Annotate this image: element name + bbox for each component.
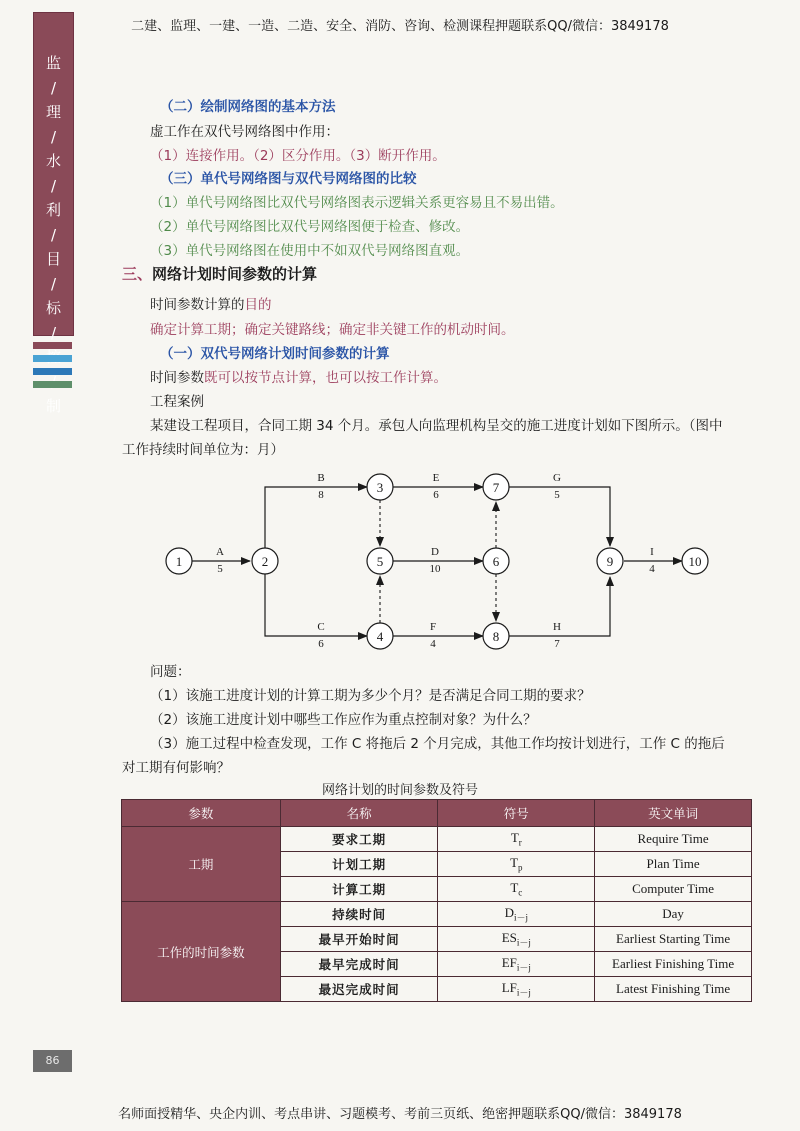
params-table bbox=[121, 799, 752, 1002]
dummy-role-items: （1）连接作用。（2）区分作用。（3）断开作用。 bbox=[150, 148, 446, 164]
case-label: 工程案例 bbox=[150, 394, 204, 410]
purpose-word: 目的 bbox=[244, 297, 272, 313]
node-label-8: 8 bbox=[492, 629, 500, 644]
symbol-sub: i－j bbox=[516, 937, 531, 948]
node-label-2: 2 bbox=[261, 554, 269, 569]
activity-I-duration: 4 bbox=[649, 563, 655, 575]
page-footer: 名师面授精华、央企内训、考点串讲、习题模考、考前三页纸、绝密押题联系QQ/微信：3849178 bbox=[118, 1107, 682, 1122]
activity-G-name: G bbox=[553, 472, 561, 484]
param-text: 既可以按节点计算，也可以按工作计算。 bbox=[204, 370, 447, 386]
compare-item-1: （1）单代号网络图比双代号网络图表示逻辑关系更容易且不易出错。 bbox=[150, 195, 564, 211]
row-symbol bbox=[438, 827, 595, 852]
row-symbol bbox=[438, 902, 595, 927]
dummy-role-text: 虚工作在双代号网络图中作用： bbox=[150, 124, 339, 140]
activity-I-name: I bbox=[650, 546, 654, 558]
row-name: 持续时间 bbox=[280, 902, 438, 927]
question-1: （1）该施工进度计划的计算工期为多少个月？是否满足合同工期的要求？ bbox=[150, 688, 591, 704]
section-3-number: 三、 bbox=[122, 265, 153, 283]
header-symbol: 符号 bbox=[438, 800, 595, 827]
row-name: 计划工期 bbox=[280, 852, 438, 877]
activity-E-name: E bbox=[432, 472, 440, 484]
activity-H-name: H bbox=[553, 621, 561, 633]
activity-F-name: F bbox=[429, 621, 437, 633]
table-title: 网络计划的时间参数及符号 bbox=[321, 783, 478, 798]
symbol-main: ES bbox=[501, 929, 517, 945]
purpose-label: 时间参数计算的 bbox=[150, 297, 245, 313]
activity-G-duration: 5 bbox=[554, 489, 560, 501]
questions-label: 问题： bbox=[150, 664, 191, 680]
activity-D-duration: 10 bbox=[429, 563, 441, 575]
row-symbol bbox=[438, 952, 595, 977]
arrow-2-3 bbox=[265, 487, 367, 548]
symbol-sub: c bbox=[518, 887, 523, 898]
activity-D-name: D bbox=[431, 546, 439, 558]
symbol-main: T bbox=[510, 830, 519, 846]
activity-A-duration: 5 bbox=[217, 563, 223, 575]
node-label-5: 5 bbox=[376, 554, 384, 569]
group-duration: 工期 bbox=[122, 827, 281, 902]
group-work-params: 工作的时间参数 bbox=[122, 902, 281, 1002]
activity-E-duration: 6 bbox=[433, 489, 439, 501]
node-label-3: 3 bbox=[376, 480, 384, 495]
activity-B-duration: 8 bbox=[318, 489, 324, 501]
activity-A-name: A bbox=[216, 546, 224, 558]
network-diagram bbox=[0, 460, 800, 660]
row-english: Computer Time bbox=[595, 877, 752, 902]
table-header-row bbox=[122, 800, 752, 827]
question-2: （2）该施工进度计划中哪些工作应作为重点控制对象？为什么？ bbox=[150, 712, 537, 728]
param-label: 时间参数 bbox=[150, 370, 204, 386]
question-3-line-1: （3）施工过程中检查发现，工作 C 将拖后 2 个月完成，其他工作均按计划进行，工作 C 的拖后 bbox=[150, 736, 725, 752]
row-symbol bbox=[438, 852, 595, 877]
row-english: Day bbox=[595, 902, 752, 927]
row-symbol bbox=[438, 977, 595, 1002]
side-stripe-4 bbox=[33, 381, 72, 388]
purpose-line bbox=[150, 293, 272, 313]
activity-C-name: C bbox=[317, 621, 325, 633]
symbol-sub: i－j bbox=[516, 987, 531, 998]
side-tab-label: 监 / 理 / 水 / 利 / 目 / 标 / 制 bbox=[45, 54, 61, 415]
symbol-main: D bbox=[504, 904, 514, 920]
case-text-1: 某建设工程项目，合同工期 34 个月。承包人向监理机构呈交的施工进度计划如下图所示。（图中 bbox=[150, 418, 723, 434]
row-name: 最早开始时间 bbox=[280, 927, 438, 952]
row-english: Plan Time bbox=[595, 852, 752, 877]
header-param: 参数 bbox=[122, 800, 281, 827]
node-label-9: 9 bbox=[606, 554, 614, 569]
symbol-main: EF bbox=[501, 954, 517, 970]
section-3-title: 网络计划时间参数的计算 bbox=[152, 265, 318, 283]
header-name: 名称 bbox=[280, 800, 438, 827]
symbol-sub: r bbox=[518, 837, 522, 848]
heading-double-code: （一）双代号网络计划时间参数的计算 bbox=[160, 346, 390, 362]
heading-compare: （三）单代号网络图与双代号网络图的比较 bbox=[160, 171, 417, 187]
node-label-4: 4 bbox=[376, 629, 384, 644]
compare-item-3: （3）单代号网络图在使用中不如双代号网络图直观。 bbox=[150, 243, 470, 259]
heading-draw-method: （二）绘制网络图的基本方法 bbox=[160, 99, 336, 115]
node-label-1: 1 bbox=[175, 554, 183, 569]
row-symbol bbox=[438, 927, 595, 952]
table-row bbox=[122, 827, 752, 852]
section-3-heading bbox=[122, 263, 317, 284]
row-english: Earliest Finishing Time bbox=[595, 952, 752, 977]
row-name: 计算工期 bbox=[280, 877, 438, 902]
question-3-line-2: 对工期有何影响？ bbox=[122, 760, 230, 776]
page-number: 86 bbox=[33, 1050, 72, 1072]
row-name: 要求工期 bbox=[280, 827, 438, 852]
row-english: Require Time bbox=[595, 827, 752, 852]
activity-H-duration: 7 bbox=[554, 638, 560, 650]
symbol-sub: p bbox=[518, 862, 523, 873]
row-symbol bbox=[438, 877, 595, 902]
activity-F-duration: 4 bbox=[430, 638, 436, 650]
page-header: 二建、监理、一建、一造、二造、安全、消防、咨询、检测课程押题联系QQ/微信：3849178 bbox=[131, 19, 669, 34]
node-label-7: 7 bbox=[492, 480, 500, 495]
row-name: 最早完成时间 bbox=[280, 952, 438, 977]
param-line bbox=[150, 366, 447, 386]
row-name: 最迟完成时间 bbox=[280, 977, 438, 1002]
activity-C-duration: 6 bbox=[318, 638, 324, 650]
purpose-text: 确定计算工期；确定关键路线；确定非关键工作的机动时间。 bbox=[150, 322, 515, 338]
node-label-6: 6 bbox=[492, 554, 500, 569]
side-tab bbox=[33, 12, 74, 415]
symbol-main: T bbox=[510, 880, 519, 896]
symbol-main: T bbox=[510, 855, 519, 871]
symbol-sub: i－j bbox=[516, 962, 531, 973]
symbol-sub: i－j bbox=[513, 912, 528, 923]
node-label-10: 10 bbox=[688, 554, 702, 569]
header-english: 英文单词 bbox=[595, 800, 752, 827]
symbol-main: LF bbox=[501, 979, 517, 995]
side-stripe-2 bbox=[33, 355, 72, 362]
compare-item-2: （2）单代号网络图比双代号网络图便于检查、修改。 bbox=[150, 219, 470, 235]
case-text-2: 工作持续时间单位为：月） bbox=[122, 442, 284, 458]
table-row bbox=[122, 902, 752, 927]
side-stripe-3 bbox=[33, 368, 72, 375]
row-english: Earliest Starting Time bbox=[595, 927, 752, 952]
arrow-2-4 bbox=[265, 574, 367, 636]
side-stripe-1 bbox=[33, 342, 72, 349]
row-english: Latest Finishing Time bbox=[595, 977, 752, 1002]
activity-B-name: B bbox=[317, 472, 325, 484]
